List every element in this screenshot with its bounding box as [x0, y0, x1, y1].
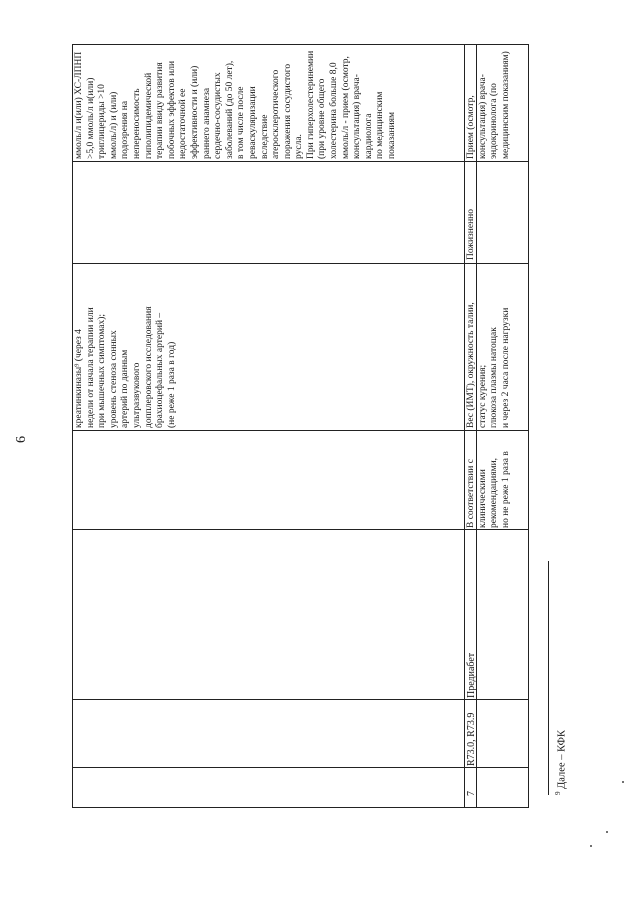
text-line: кардиолога: [363, 113, 374, 159]
text-line: показаниям: [387, 111, 398, 159]
scan-speck: [606, 831, 608, 833]
text-line: по медицинским: [375, 91, 386, 159]
text-line: подозрения на: [120, 100, 131, 159]
text-line: заболеваний (до 50 лет),: [224, 60, 235, 159]
col-border: [72, 263, 529, 264]
scan-speck: [590, 845, 592, 847]
text-line: атеросклеротического: [271, 69, 282, 159]
scan-speck: [622, 781, 624, 783]
footnote-rule: [548, 561, 549, 795]
text-line: недели от начала терапии или: [85, 307, 96, 428]
text-line: статус курения;: [477, 364, 488, 428]
text-line: триглицериды >10: [97, 84, 108, 159]
text-line: (при уровне общего: [317, 78, 328, 159]
text-line: (не реже 1 раза в год): [166, 341, 177, 428]
text-line: непереносимость: [131, 88, 142, 159]
row7-number: 7: [466, 791, 477, 796]
col-border: [72, 529, 529, 530]
text-line: вследствие: [259, 114, 270, 159]
col-border: [72, 430, 529, 431]
text-line: раннего анамнеза: [201, 87, 212, 159]
text-line: уровень стеноза сонных: [108, 330, 119, 428]
text-line: >5,0 ммоль/л и(или): [85, 77, 96, 159]
text-line: но не реже 1 раза в: [500, 451, 511, 528]
row-separator: [464, 44, 465, 808]
footnote: [554, 730, 568, 795]
col-border: [72, 161, 529, 162]
row7-actions: [466, 51, 512, 159]
text-line: русла.: [294, 134, 305, 159]
col-border-right: [72, 44, 529, 45]
page-number: 6: [14, 436, 29, 443]
text-line: В соответствии с: [466, 459, 476, 528]
row7-indicators: [466, 302, 512, 428]
text-line: При гиперхолестеринемии: [305, 50, 316, 159]
text-line: сердечно-сосудистых: [213, 72, 224, 159]
text-line: Прием (осмотр,: [466, 95, 476, 159]
col-border-left: [72, 807, 529, 808]
table-bottom-border: [528, 44, 529, 808]
text-line: реваскуляризации: [247, 86, 258, 159]
row7-name: Предиабет: [466, 652, 477, 698]
table-top-border: [72, 44, 73, 808]
text-line: креатинкиназы⁹ (через 4: [74, 329, 84, 428]
text-line: артерий по данным: [120, 349, 131, 428]
row7-duration: Пожизненно: [466, 209, 476, 260]
text-line: клиническими: [477, 469, 488, 528]
text-line: терапии ввиду развития: [155, 62, 166, 159]
clinical-table: [72, 44, 529, 808]
text-line: и через 2 часа после нагрузки: [500, 307, 511, 428]
text-line: глюкоза плазмы натощак: [489, 327, 500, 428]
footnote-text: Далее – КФК: [556, 730, 568, 792]
text-line: недостаточной ее: [178, 88, 189, 159]
text-line: ультразвукового: [131, 362, 142, 428]
text-line: при мышечных симптомах);: [97, 313, 108, 428]
text-line: ммоль/л и(или) ХС-ЛПНП: [74, 51, 84, 159]
text-line: холестерина больше 8,0: [329, 62, 340, 159]
text-line: допплеровского исследования: [143, 306, 154, 428]
col-border: [72, 767, 529, 768]
text-line: в том числе после: [236, 86, 247, 159]
text-line: ммоль/л - прием (осмотр,: [340, 56, 351, 159]
row7-frequency: [466, 451, 512, 528]
text-line: ммоль/л) и (или): [108, 91, 119, 159]
text-line: поражения сосудистого: [282, 63, 293, 159]
col-border: [72, 699, 529, 700]
text-line: брахиоцефальных артерий –: [155, 312, 166, 428]
text-line: медицинским показаниям): [500, 51, 511, 159]
prev-row-indicators: [74, 306, 178, 428]
prev-row-actions: [74, 51, 399, 159]
row7-codes: R73.0, R73.9: [466, 712, 477, 766]
text-line: гиполипидемической: [143, 72, 154, 159]
text-line: рекомендациями,: [489, 457, 500, 528]
text-line: консультация) врача-: [477, 74, 488, 159]
text-line: эффективности и (или): [189, 65, 200, 159]
text-line: побочных эффектов или: [166, 60, 177, 159]
text-line: консультация) врача-: [352, 74, 363, 159]
text-line: Вес (ИМТ), окружность талии,: [466, 302, 476, 428]
footnote-marker: 9: [554, 791, 562, 795]
text-line: эндокринолога (по: [489, 83, 500, 159]
